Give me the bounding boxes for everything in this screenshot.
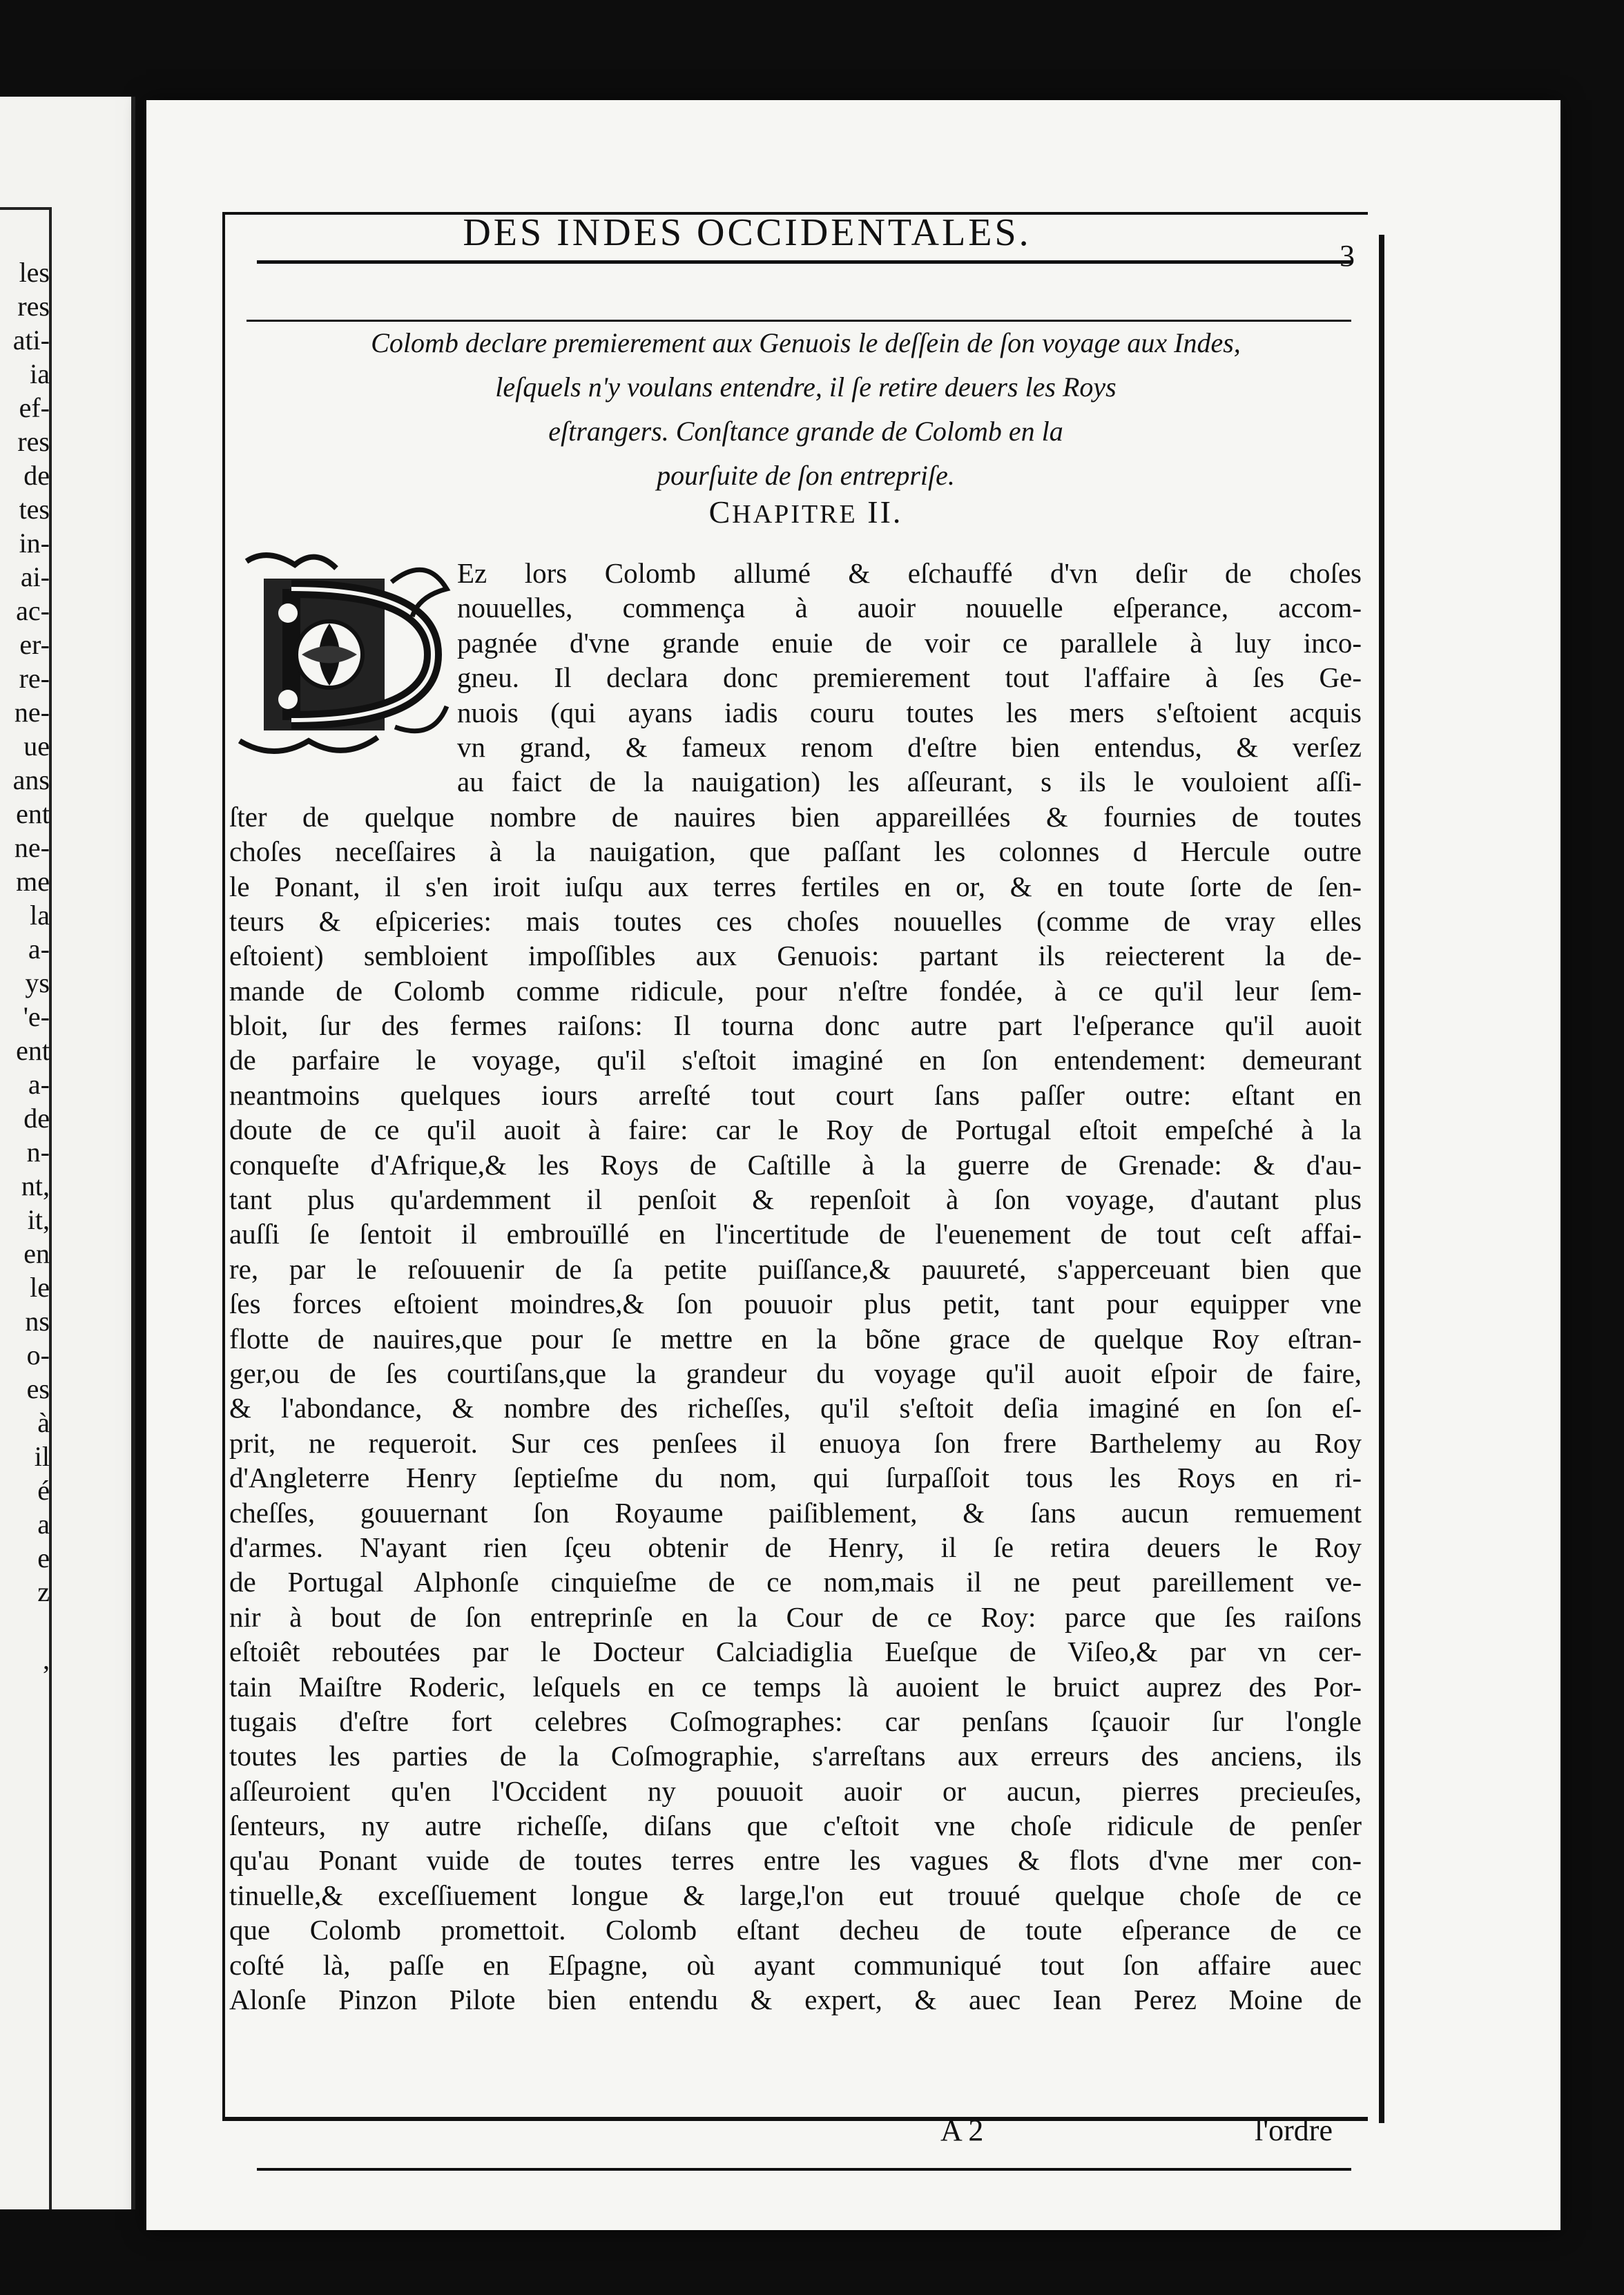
previous-page-fragment-line <box>0 1778 50 1812</box>
previous-page-fragment-line: ati- <box>12 325 50 356</box>
body-line: nouuelles, commença à auoir nouuelle eſperance, accom- <box>457 592 1362 624</box>
previous-page-fragment-line <box>0 1744 50 1778</box>
body-line: tant plus qu'ardemment il penſoit & repenſoit à ſon voyage, d'autant plus <box>229 1183 1362 1216</box>
body-line: cheſſes, gouuernant ſon Royaume paiſiblement, & ſans aucun remuement <box>229 1496 1362 1529</box>
chapter-summary <box>257 321 1355 498</box>
previous-page-fragment-line: ys <box>25 967 50 998</box>
previous-page-fragment-line: 'e- <box>23 1001 50 1032</box>
body-line: d'armes. N'ayant rien ſçeu obtenir de Henry, il ſe retira deuers le Roy <box>229 1531 1362 1563</box>
book-page <box>146 100 1560 2230</box>
previous-page-fragment-line: a- <box>28 933 50 965</box>
previous-page-fragment-line: n- <box>26 1136 50 1168</box>
body-line: tain Maiſtre Roderic, leſquels en ce temps là auoient le bruict auprez des Por- <box>229 1670 1362 1703</box>
body-line: ſenteurs, ny autre richeſſe, diſans que c'eſtoit vne choſe ridicule de penſer <box>229 1810 1362 1842</box>
body-line: choſes neceſſaires à la nauigation, que paſſant les colonnes d Hercule outre <box>229 835 1362 868</box>
previous-page-fragment-line: en <box>23 1238 50 1269</box>
previous-page-fragment-line: re- <box>19 663 50 694</box>
body-line: mande de Colomb comme ridicule, pour n'eſtre fondée, à ce qu'il leur ſem- <box>229 974 1362 1007</box>
body-line: le Ponant, il s'en iroit iuſqu aux terres fertiles en or, & en toute ſorte de ſen- <box>229 870 1362 902</box>
previous-page-fragment-line: it, <box>27 1204 50 1235</box>
body-line: que Colomb promettoit. Colomb eſtant decheu de toute eſperance de ce <box>229 1914 1362 1946</box>
previous-page-fragment-line <box>0 1676 50 1710</box>
previous-page-rule-top <box>0 207 52 210</box>
body-line: eſtoient) sembloient impoſſibles aux Genuois: partant ils reiecterent la de- <box>229 940 1362 972</box>
previous-page-fragment-line: me <box>16 866 50 897</box>
chapter-heading-initial: C <box>708 494 733 530</box>
previous-page-fragment-line: é <box>37 1475 50 1506</box>
previous-page-fragment-line: les <box>19 257 50 288</box>
previous-page-fragment-line: nt, <box>21 1170 50 1201</box>
previous-page-fragment-line: es <box>26 1373 50 1404</box>
previous-page-fragment-line: ef- <box>19 392 50 423</box>
previous-page-fragment-line: de <box>23 460 50 491</box>
header-rule-top <box>257 260 1351 264</box>
previous-page-fragment-line: a- <box>28 1069 50 1100</box>
summary-line: eſtrangers. Conſtance grande de Colomb en la <box>548 416 1063 447</box>
body-line: neantmoins quelques iours arreſté tout court ſans paſſer outre: eſtant en <box>229 1078 1362 1111</box>
body-line: nir à bout de ſon entreprinſe en la Cour de ce Roy: parce que ſes raiſons <box>229 1600 1362 1633</box>
running-header-title: DES INDES OCCIDENTALES. <box>463 211 1032 254</box>
body-line: nuois (qui ayans iadis couru toutes les mers s'eſtoient acquis <box>457 696 1362 728</box>
page-frame-right-edge <box>1379 235 1384 2123</box>
previous-page-fragment-line: tes <box>19 494 50 525</box>
previous-page-fragment-line <box>0 1609 50 1643</box>
previous-page-fragment-line: in- <box>19 527 50 559</box>
previous-page-fragment-line: ai- <box>20 561 50 592</box>
catchword: l'ordre <box>1255 2113 1333 2147</box>
summary-line: pourſuite de ſon entrepriſe. <box>657 460 955 491</box>
body-line: & l'abondance, & nombre des richeſſes, qu'il s'eſtoit deſia imaginé en ſon eſ- <box>229 1392 1362 1424</box>
previous-page-fragment-line: ans <box>12 764 50 795</box>
body-line: ſes forces eſtoient moindres,& ſon pouuoir plus petit, tant pour equipper vne <box>229 1288 1362 1320</box>
body-line: toutes les parties de la Coſmographie, s'arreſtans aux erreurs des anciens, ils <box>229 1740 1362 1772</box>
page-number: 3 <box>1340 239 1355 273</box>
body-line: eſtoiêt reboutées par le Docteur Calciadiglia Eueſque de Viſeo,& par vn cer- <box>229 1636 1362 1668</box>
body-line: au faict de la nauigation) les aſſeurant, s ils le vouloient aſſi- <box>457 766 1362 798</box>
previous-page-fragment-line: ent <box>16 1035 50 1066</box>
body-line: pagnée d'vne grande enuie de voir ce parallele à luy inco- <box>457 626 1362 659</box>
body-line: conqueſte d'Afrique,& les Roys de Caſtille à la guerre de Grenade: & d'au- <box>229 1148 1362 1181</box>
previous-page-fragment-line: ue <box>23 730 50 762</box>
previous-page-fragment-line: ent <box>16 798 50 829</box>
body-line: de parfaire le voyage, qu'il s'eſtoit imaginé en ſon entendement: demeurant <box>229 1044 1362 1076</box>
footer-rule <box>257 2168 1351 2171</box>
previous-page-fragment-line: ac- <box>16 595 50 626</box>
chapter-heading-number: II. <box>857 494 903 530</box>
body-line: gneu. Il declara donc premierement tout l'affaire à ſes Ge- <box>457 661 1362 694</box>
body-line: doute de ce qu'il auoit à faire: car le Roy de Portugal eſtoit empeſché à la <box>229 1114 1362 1146</box>
signature-mark: A 2 <box>940 2113 984 2147</box>
body-line: qu'au Ponant vuide de toutes terres entre les vagues & flots d'vne mer con- <box>229 1844 1362 1877</box>
previous-page-fragment-line: er- <box>19 629 50 660</box>
body-line: bloit, ſur des fermes raiſons: Il tourna donc autre part l'eſperance qu'il auoit <box>229 1009 1362 1042</box>
chapter-heading <box>257 494 1355 530</box>
previous-page-fragment-line: le <box>30 1272 50 1303</box>
body-line: teurs & eſpiceries: mais toutes ces choſes nouuelles (comme de vray elles <box>229 904 1362 937</box>
body-line: re, par le reſouuenir de ſa petite puiſſance,& pauureté, s'apperceuant bien que <box>229 1252 1362 1285</box>
body-line: ger,ou de ſes courtiſans,que la grandeur du voyage qu'il auoit eſpoir de faire, <box>229 1357 1362 1389</box>
previous-page-fragment-line: de <box>23 1103 50 1134</box>
previous-page-fragment <box>0 97 135 2209</box>
previous-page-fragment-line: ns <box>25 1306 50 1337</box>
previous-page-fragment-line: a <box>37 1509 50 1540</box>
previous-page-fragment-line: à <box>37 1407 50 1438</box>
previous-page-fragment-line: res <box>17 426 50 457</box>
body-line: Alonſe Pinzon Pilote bien entendu & expert, & auec Iean Perez Moine de <box>229 1984 1362 2016</box>
body-line: auſſi ſe ſentoit il embrouïllé en l'incertitude de l'euenement de tout ceſt affai- <box>229 1218 1362 1250</box>
previous-page-fragment-line: z <box>37 1576 50 1607</box>
previous-page-fragment-line: il <box>34 1441 50 1472</box>
previous-page-fragment-line <box>0 1710 50 1744</box>
body-line: tugais d'eſtre fort celebres Coſmographes: car penſans ſçauoir ſur l'ongle <box>229 1705 1362 1737</box>
previous-page-fragment-line: res <box>17 291 50 322</box>
previous-page-fragment-line: e <box>37 1542 50 1573</box>
previous-page-fragment-line: , <box>43 1644 50 1675</box>
body-line: vn grand, & fameux renom d'eſtre bien entendus, & verſez <box>457 730 1362 763</box>
body-line: Ez lors Colomb allumé & eſchauffé d'vn deſir de choſes <box>457 557 1362 589</box>
body-line: coſté là, paſſe en Eſpagne, où ayant communiqué tout ſon affaire auec <box>229 1948 1362 1981</box>
body-line: flotte de nauires,que pour ſe mettre en la bõne grace de quelque Roy eſtran- <box>229 1322 1362 1355</box>
body-line: d'Angleterre Henry ſeptieſme du nom, qui ſurpaſſoit tous les Roys en ri- <box>229 1462 1362 1494</box>
previous-page-text-fragments <box>0 255 50 1812</box>
body-line: de Portugal Alphonſe cinquieſme de ce nom,mais il ne peut pareillement ve- <box>229 1566 1362 1598</box>
previous-page-fragment-line: o- <box>26 1339 50 1371</box>
previous-page-fragment-line: ne- <box>14 832 50 863</box>
body-line: aſſeuroient qu'en l'Occident ny pouuoit auoir or aucun, pierres precieuſes, <box>229 1774 1362 1807</box>
body-line: tinuelle,& exceſſiuement longue & large,l'on eut trouué quelque choſe de ce <box>229 1879 1362 1911</box>
previous-page-fragment-line: la <box>30 900 50 931</box>
chapter-heading-word: HAPITRE <box>732 500 858 529</box>
chapter-body-text <box>229 556 1362 2017</box>
body-line: ſter de quelque nombre de nauires bien appareillées & fournies de toutes <box>229 800 1362 833</box>
summary-line: leſquels n'y voulans entendre, il ſe retire deuers les Roys <box>495 371 1116 403</box>
previous-page-fragment-line: ne- <box>14 697 50 728</box>
previous-page-fragment-line: ia <box>30 358 50 389</box>
body-line: prit, ne requeroit. Sur ces penſees il enuoya ſon frere Barthelemy au Roy <box>229 1426 1362 1459</box>
summary-line: Colomb declare premierement aux Genuois le deſſein de ſon voyage aux Indes, <box>371 327 1241 358</box>
